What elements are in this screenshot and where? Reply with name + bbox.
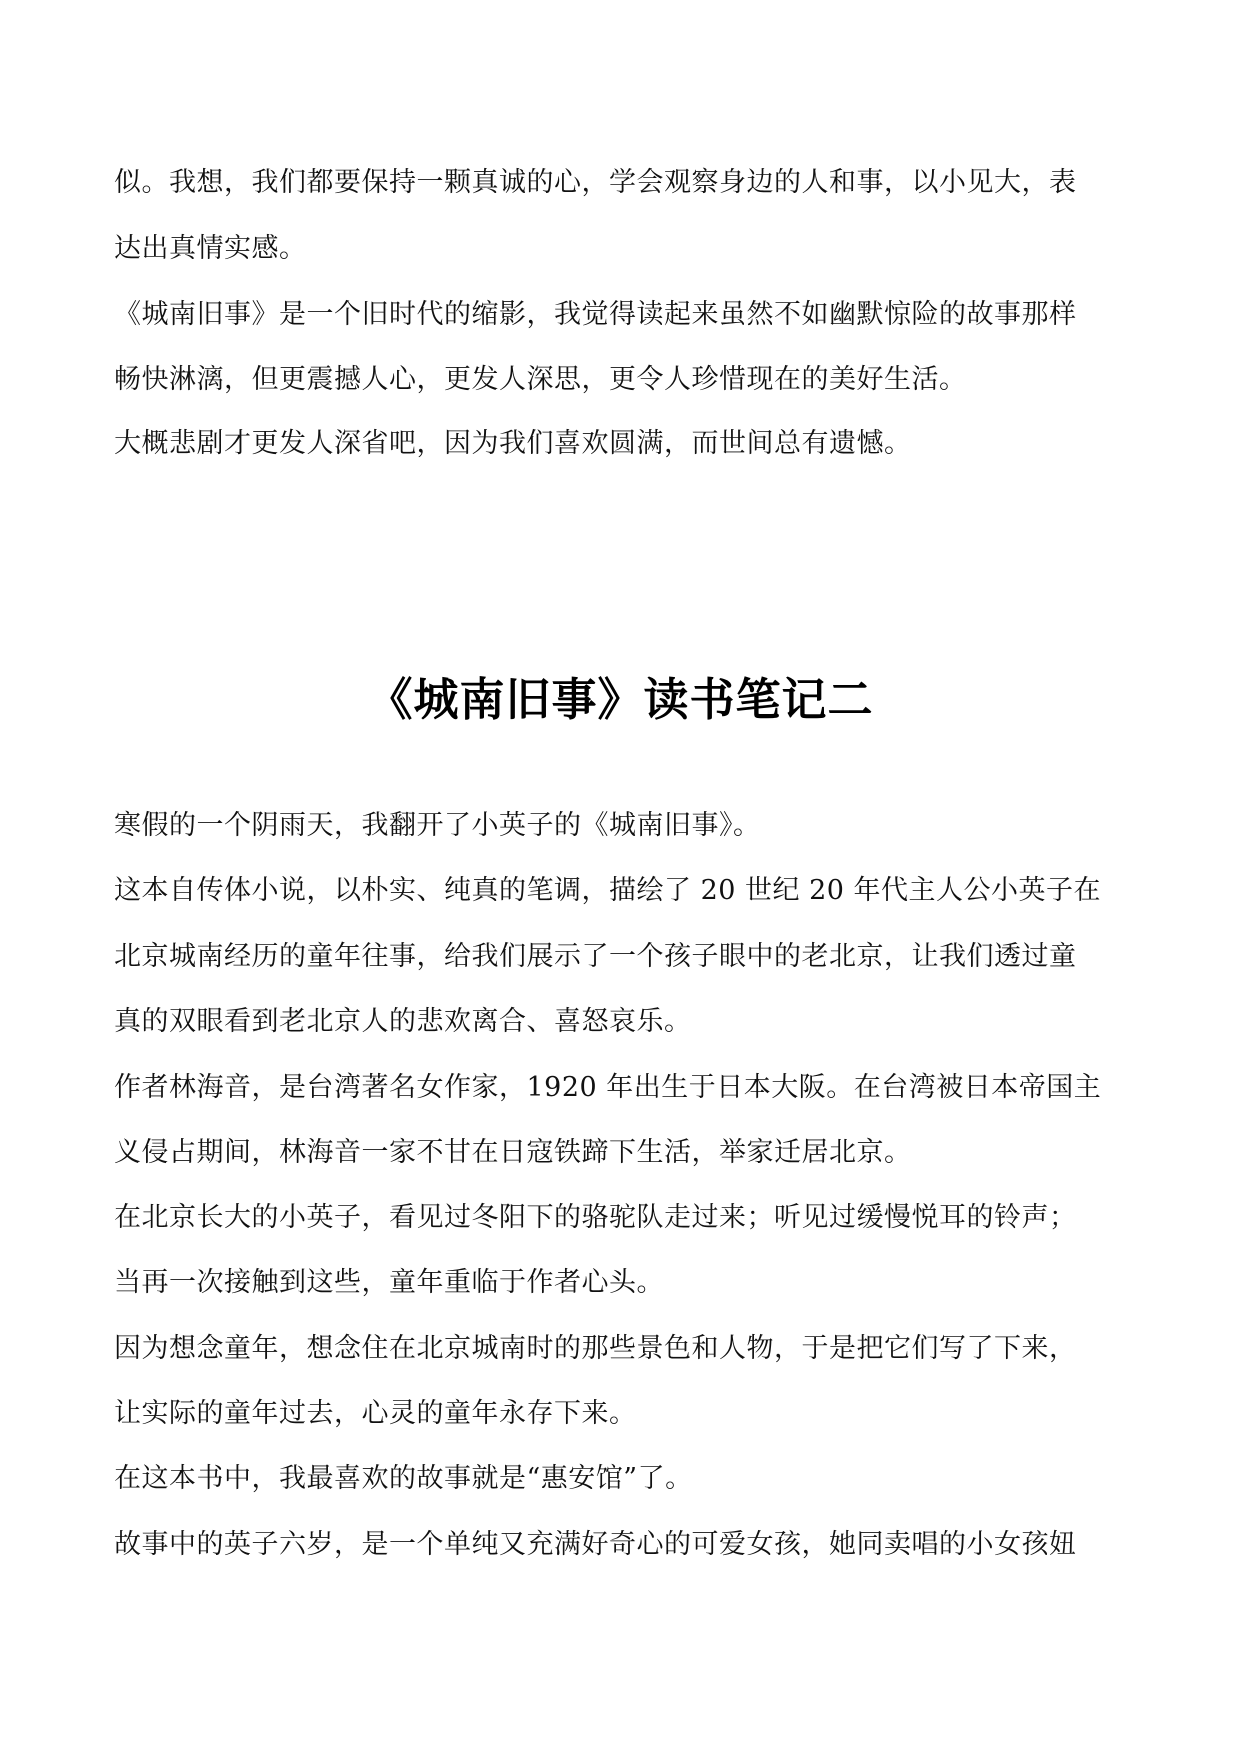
paragraph-line: 似。我想，我们都要保持一颗真诚的心，学会观察身边的人和事，以小见大，表 [114, 167, 1077, 198]
paragraph-line: 这本自传体小说，以朴实、纯真的笔调，描绘了 20 世纪 20 年代主人公小英子在 [114, 875, 1102, 906]
paragraph-line: 当再一次接触到这些，童年重临于作者心头。 [114, 1267, 664, 1298]
paragraph-line: 在这本书中，我最喜欢的故事就是“惠安馆”了。 [114, 1463, 693, 1494]
paragraph-line: 让实际的童年过去，心灵的童年永存下来。 [114, 1398, 637, 1429]
paragraph-line: 寒假的一个阴雨天，我翻开了小英子的《城南旧事》。 [114, 810, 761, 841]
paragraph-line: 大概悲剧才更发人深省吧，因为我们喜欢圆满，而世间总有遗憾。 [114, 428, 912, 459]
paragraph-line: 达出真情实感。 [114, 233, 307, 264]
paragraph-line: 北京城南经历的童年往事，给我们展示了一个孩子眼中的老北京，让我们透过童 [114, 941, 1077, 972]
paragraph-line: 故事中的英子六岁，是一个单纯又充满好奇心的可爱女孩，她同卖唱的小女孩妞 [114, 1529, 1077, 1560]
paragraph-line: 畅快淋漓，但更震撼人心，更发人深思，更令人珍惜现在的美好生活。 [114, 364, 967, 395]
section-heading: 《城南旧事》读书笔记二 [367, 673, 874, 726]
paragraph-line: 因为想念童年，想念住在北京城南时的那些景色和人物，于是把它们写了下来， [114, 1333, 1077, 1364]
paragraph-line: 在北京长大的小英子，看见过冬阳下的骆驼队走过来；听见过缓慢悦耳的铃声； [114, 1202, 1077, 1233]
paragraph-line: 义侵占期间，林海音一家不甘在日寇铁蹄下生活，举家迁居北京。 [114, 1137, 912, 1168]
paragraph-line: 作者林海音，是台湾著名女作家，1920 年出生于日本大阪。在台湾被日本帝国主 [114, 1072, 1102, 1103]
paragraph-line: 真的双眼看到老北京人的悲欢离合、喜怒哀乐。 [114, 1006, 692, 1037]
paragraph-line: 《城南旧事》是一个旧时代的缩影，我觉得读起来虽然不如幽默惊险的故事那样 [114, 299, 1077, 330]
